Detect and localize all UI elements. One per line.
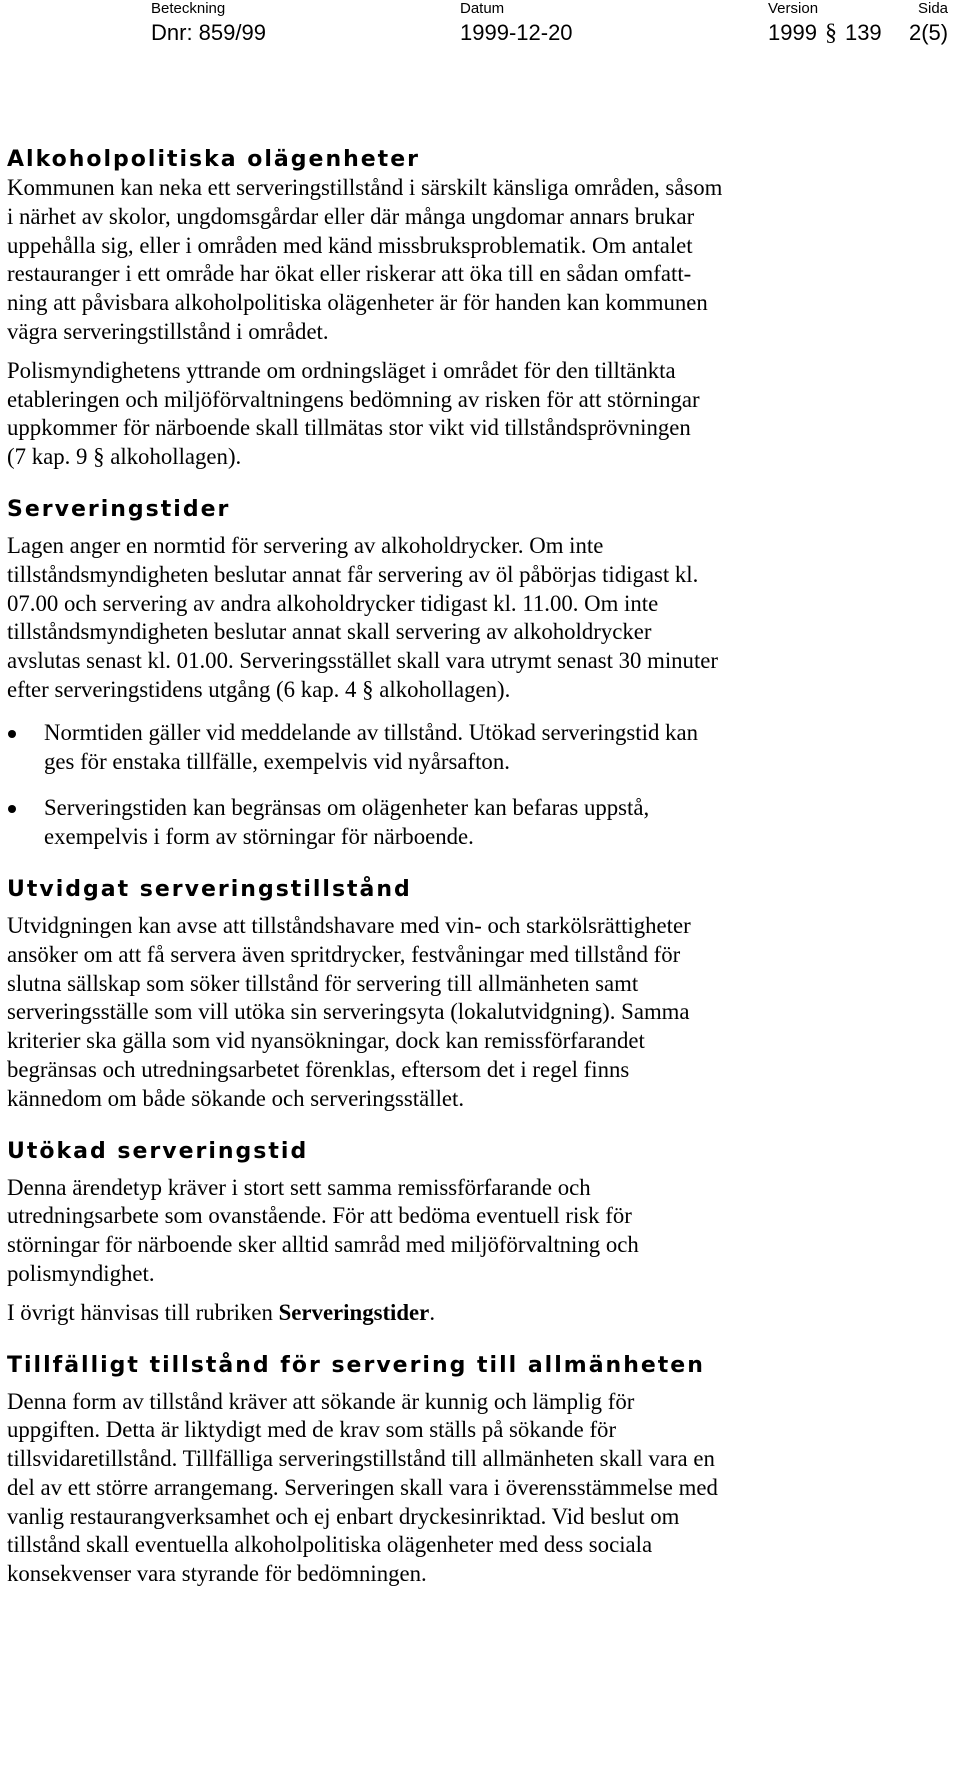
text-line: efter serveringstidens utgång (6 kap. 4 § alkohollagen). <box>7 676 511 702</box>
text-line: Lagen anger en normtid för servering av alkoholdrycker. Om inte <box>7 532 604 558</box>
text-line: slutna sällskap som söker tillstånd för servering till allmänheten samt <box>7 970 639 996</box>
text-line: i närhet av skolor, ungdomsgårdar eller där många ungdomar annars brukar <box>7 203 695 229</box>
text-line: Polismyndighetens yttrande om ordningsläget i området för den tilltänkta <box>7 357 676 383</box>
header-datum: 1999-12-20 <box>460 20 573 45</box>
paragraph <box>7 912 952 1114</box>
section-heading: Utökad serveringstid <box>7 1138 309 1164</box>
text-line: tillsvidaretillstånd. Tillfälliga serveringstillstånd till allmänheten skall vara en <box>7 1446 715 1472</box>
text-line: störningar för närboende sker alltid samråd med miljöförvaltning och <box>7 1232 639 1258</box>
header-label-beteckning: Beteckning <box>151 0 226 17</box>
header-label-sida: Sida <box>918 0 949 17</box>
text-line: uppehålla sig, eller i områden med känd missbruksproblematik. Om antalet <box>7 232 693 258</box>
header-version-year: 1999 <box>768 20 817 45</box>
document-body <box>7 146 952 1589</box>
paragraph <box>7 174 952 347</box>
text-line: Normtiden gäller vid meddelande av tillstånd. Utökad serveringstid kan <box>44 719 698 745</box>
header-sida: 2(5) <box>909 20 949 45</box>
text-line: ansöker om att få servera även spritdrycker, festvåningar med tillstånd för <box>7 941 681 967</box>
text-line: tillståndsmyndigheten beslutar annat skall servering av alkoholdrycker <box>7 619 652 645</box>
text-line: (7 kap. 9 § alkohollagen). <box>7 444 242 470</box>
text-line: tillstånd skall eventuella alkoholpolitiska olägenheter med dess sociala <box>7 1532 653 1558</box>
text-line: ning att påvisbara alkoholpolitiska olägenheter är för handen kan kommunen <box>7 290 708 316</box>
reference-heading: Serveringstider <box>278 1299 430 1325</box>
text-line: uppgiften. Detta är liktydigt med de krav som ställs på sökande för <box>7 1417 617 1443</box>
text-line: konsekvenser vara styrande för bedömningen. <box>7 1561 427 1587</box>
text-line: tillståndsmyndigheten beslutar annat får servering av öl påbörjas tidigast kl. <box>7 561 699 587</box>
paragraph <box>7 357 952 472</box>
text-line: utredningsarbete som ovanstående. För att bedöma eventuell risk för <box>7 1203 632 1229</box>
text-line: Kommunen kan neka ett serveringstillstånd i särskilt känsliga områden, såsom <box>7 175 723 200</box>
text-line: exempelvis i form av störningar för närboende. <box>44 824 474 850</box>
text-line: begränsas och utredningsarbetet förenklas, eftersom det i regel finns <box>7 1056 630 1082</box>
section-heading: Serveringstider <box>7 496 231 522</box>
section-heading: Alkoholpolitiska olägenheter <box>7 147 420 172</box>
text-line: Denna ärendetyp kräver i stort sett samma remissförfarande och <box>7 1174 591 1200</box>
text-line: vägra serveringstillstånd i området. <box>7 318 329 344</box>
section-heading: Utvidgat serveringstillstånd <box>7 876 412 902</box>
header-label-version: Version <box>768 0 819 17</box>
paragraph <box>7 1299 952 1328</box>
text-line: Serveringstiden kan begränsas om olägenheter kan befaras uppstå, <box>44 795 650 821</box>
bullet-text <box>44 719 952 777</box>
section-utokad-serveringstid <box>7 1138 952 1328</box>
paragraph <box>7 1174 952 1289</box>
text-line: ges för enstaka tillfälle, exempelvis vid nyårsafton. <box>44 748 510 774</box>
text-line: etableringen och miljöförvaltningens bedömning av risken för att störningar <box>7 386 700 412</box>
text-line <box>7 1299 952 1328</box>
bullet-item <box>7 794 952 852</box>
paragraph <box>7 532 952 705</box>
header-version-number: 139 <box>844 20 882 45</box>
section-utvidgat-serveringstillstand <box>7 876 952 1114</box>
text-line: kriterier ska gälla som vid nyansökningar, dock kan remissförfarandet <box>7 1028 645 1054</box>
text-line: Utvidgningen kan avse att tillståndshavare med vin- och starkölsrättigheter <box>7 912 691 938</box>
text-line: 07.00 och servering av andra alkoholdrycker tidigast kl. 11.00. Om inte <box>7 590 659 616</box>
bullet-item <box>7 719 952 777</box>
header-dnr: Dnr: 859/99 <box>151 20 266 45</box>
text-line: kännedom om både sökande och serveringsstället. <box>7 1085 465 1111</box>
section-serveringstider <box>7 496 952 852</box>
bullet-icon <box>8 805 16 813</box>
bullet-icon <box>8 730 16 738</box>
reference-suffix: . <box>429 1299 436 1325</box>
section-alkoholpolitiska-olagenheter <box>7 146 952 472</box>
text-line: serveringsställe som vill utöka sin serveringsyta (lokalutvidgning). Samma <box>7 999 690 1025</box>
text-line: avslutas senast kl. 01.00. Serveringsstället skall vara utrymt senast 30 minuter <box>7 648 719 674</box>
bullet-text <box>44 794 952 852</box>
paragraph <box>7 1388 952 1590</box>
text-line: del av ett större arrangemang. Serveringen skall vara i överensstämmelse med <box>7 1474 718 1500</box>
header-version <box>768 19 882 47</box>
text-line: vanlig restaurangverksamhet och ej enbart dryckesinriktad. Vid beslut om <box>7 1503 680 1529</box>
section-symbol: § <box>824 20 837 46</box>
text-line: Denna form av tillstånd kräver att sökande är kunnig och lämplig för <box>7 1388 635 1414</box>
text-line: restauranger i ett område har ökat eller riskerar att öka till en sådan omfatt- <box>7 261 692 287</box>
text-line: polismyndighet. <box>7 1260 155 1286</box>
reference-text: I övrigt hänvisas till rubriken <box>7 1299 279 1325</box>
text-line: uppkommer för närboende skall tillmätas stor vikt vid tillståndsprövningen <box>7 415 691 441</box>
section-tillfalligt-tillstand <box>7 1352 952 1590</box>
header-label-datum: Datum <box>460 0 505 17</box>
section-heading: Tillfälligt tillstånd för servering till allmänheten <box>7 1352 705 1378</box>
